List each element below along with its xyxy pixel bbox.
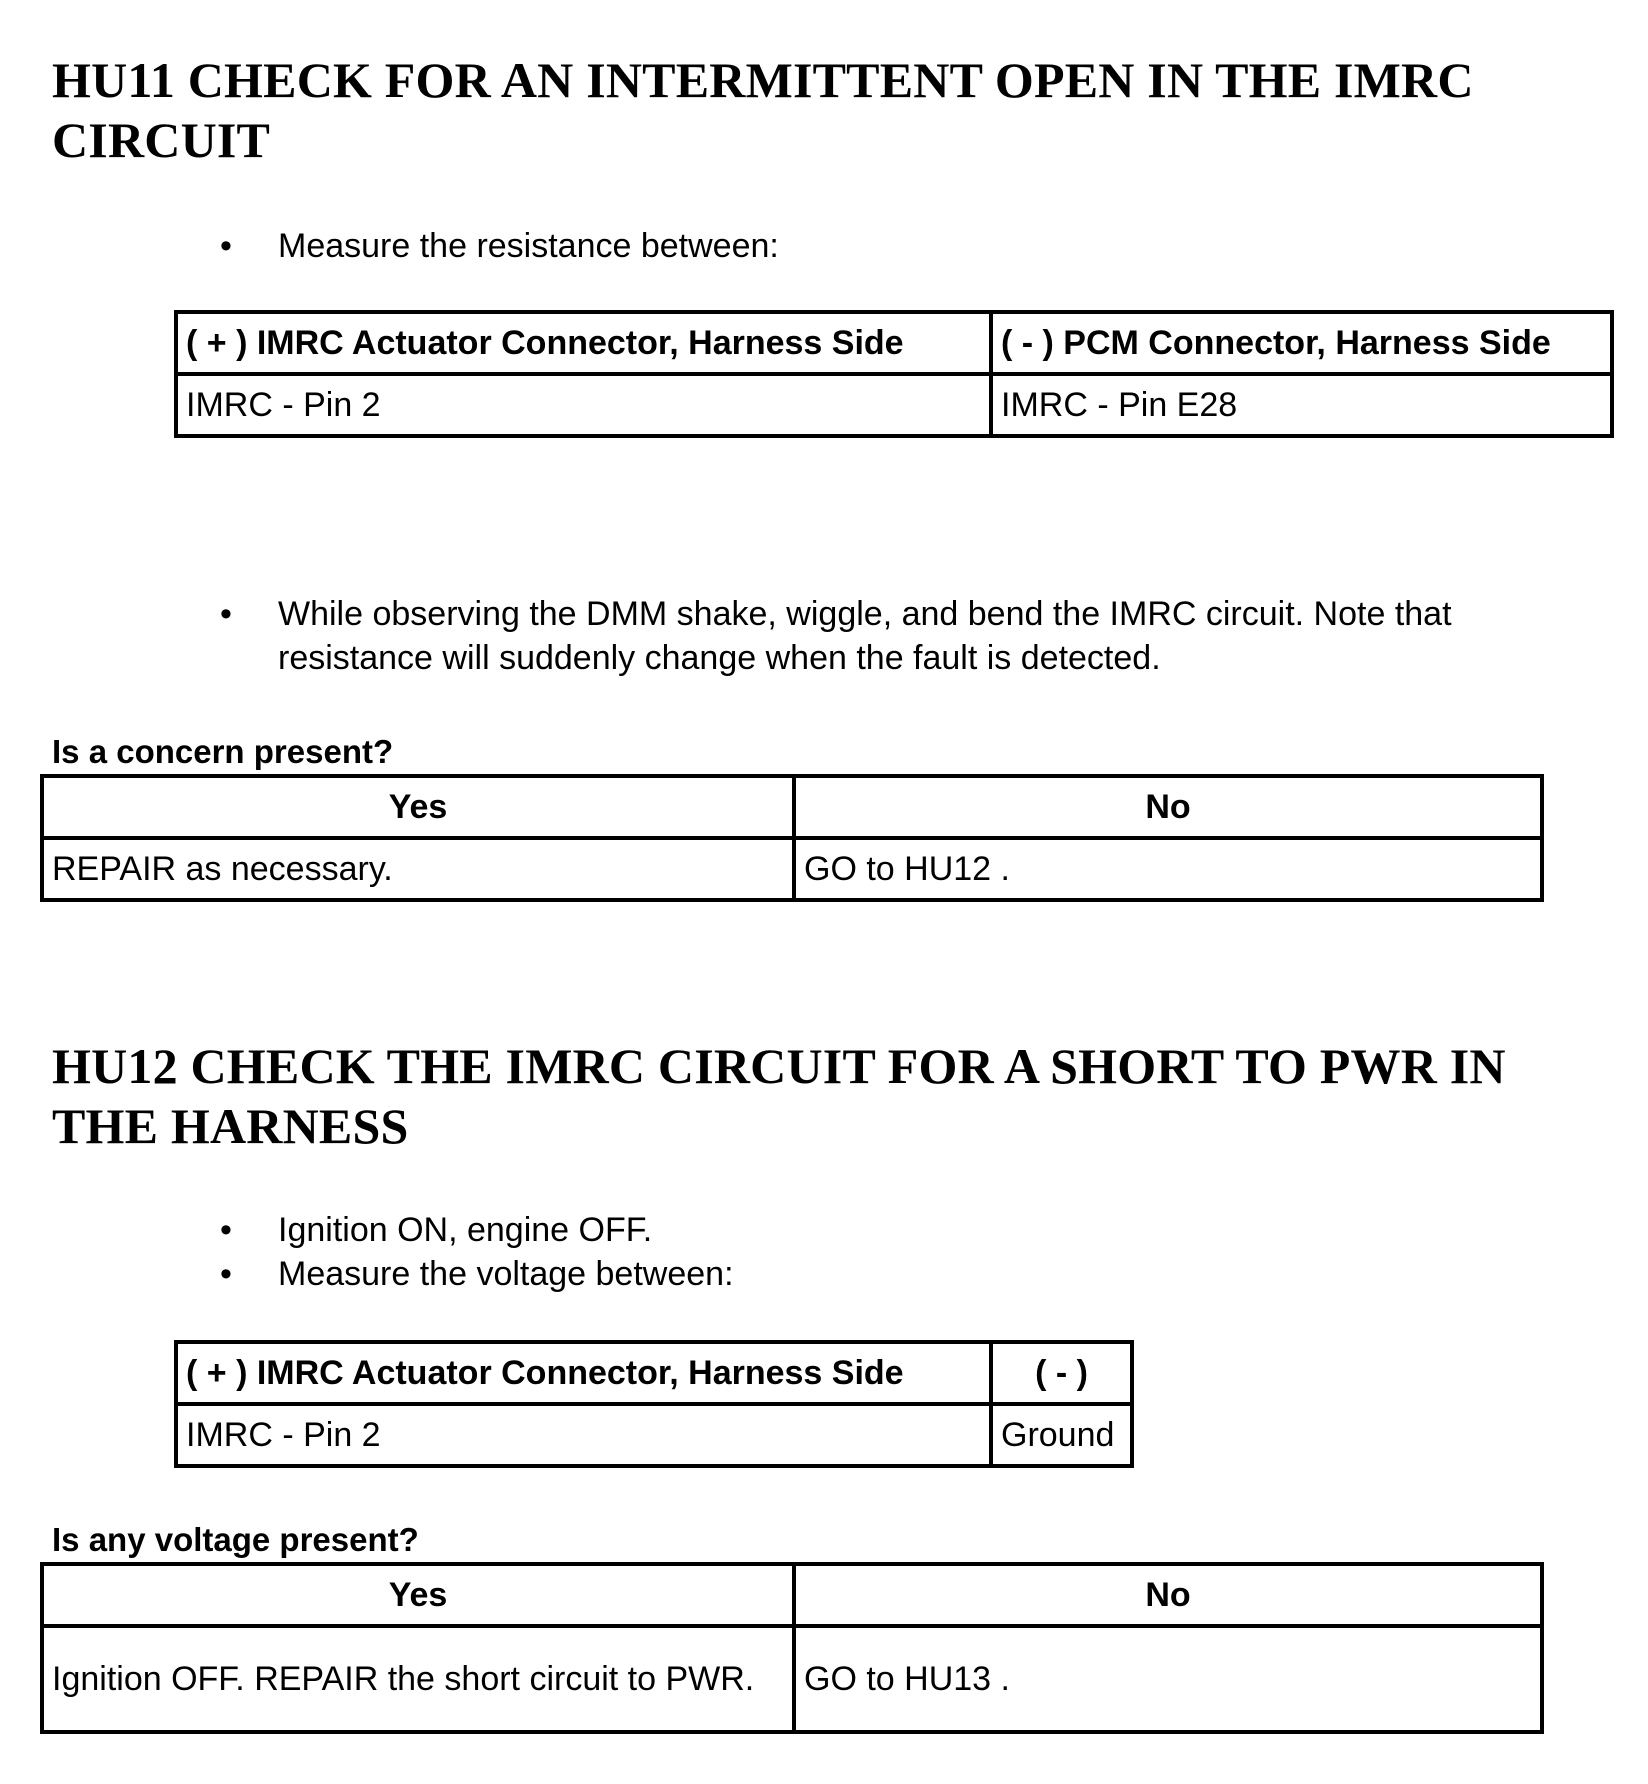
hu12-voltage-table (174, 1340, 1134, 1468)
hu11-step-text: While observing the DMM shake, wiggle, and bend the IMRC circuit. Note that resistance will suddenly change when the fault is detected. (278, 595, 1452, 677)
hu12-col-positive-header: ( + ) IMRC Actuator Connector, Harness Side (176, 1342, 991, 1404)
table-row (42, 838, 1542, 900)
table-row (176, 1404, 1132, 1466)
hu11-step-list-1 (206, 224, 1606, 268)
bullet-icon: • (220, 227, 232, 265)
hu11-positive-pin: IMRC - Pin 2 (176, 374, 991, 436)
table-row (176, 374, 1612, 436)
table-header-row (176, 1342, 1132, 1404)
hu11-yes-header: Yes (42, 776, 794, 838)
hu11-yes-action: REPAIR as necessary. (42, 838, 794, 900)
bullet-icon: • (220, 595, 232, 633)
hu12-yes-action: Ignition OFF. REPAIR the short circuit to PWR. (42, 1626, 794, 1732)
table-row (42, 1626, 1542, 1732)
hu12-step-text: Ignition ON, engine OFF. (278, 1211, 653, 1249)
table-header-row (176, 312, 1612, 374)
hu12-yes-header: Yes (42, 1564, 794, 1626)
hu12-result-table (40, 1562, 1544, 1734)
hu11-question: Is a concern present? (52, 733, 394, 770)
table-header-row (42, 776, 1542, 838)
hu11-step-text: Measure the resistance between: (278, 227, 779, 265)
table-header-row (42, 1564, 1542, 1626)
bullet-icon: • (220, 1255, 232, 1293)
hu12-positive-pin: IMRC - Pin 2 (176, 1404, 991, 1466)
hu12-step-measure-voltage (206, 1252, 1606, 1296)
hu12-negative-pin: Ground (991, 1404, 1132, 1466)
hu11-resistance-table (174, 310, 1614, 438)
bullet-icon: • (220, 1211, 232, 1249)
hu11-result-table (40, 774, 1544, 902)
hu12-col-negative-header: ( - ) (991, 1342, 1132, 1404)
hu11-col-positive-header: ( + ) IMRC Actuator Connector, Harness Side (176, 312, 991, 374)
hu11-no-action: GO to HU12 . (794, 838, 1542, 900)
hu11-negative-pin: IMRC - Pin E28 (991, 374, 1612, 436)
hu12-heading: HU12 CHECK THE IMRC CIRCUIT FOR A SHORT TO PWR IN THE HARNESS (52, 1038, 1506, 1154)
hu11-step-list-2 (206, 592, 1606, 680)
hu12-no-action: GO to HU13 . (794, 1626, 1542, 1732)
hu11-no-header: No (794, 776, 1542, 838)
hu11-step-measure-resistance (206, 224, 1606, 268)
hu12-step-list (206, 1208, 1606, 1296)
hu12-step-ignition (206, 1208, 1606, 1252)
hu12-step-text: Measure the voltage between: (278, 1255, 734, 1293)
hu11-heading: HU11 CHECK FOR AN INTERMITTENT OPEN IN THE IMRC CIRCUIT (52, 52, 1474, 168)
hu11-step-wiggle-test (206, 592, 1606, 680)
hu11-col-negative-header: ( - ) PCM Connector, Harness Side (991, 312, 1612, 374)
hu12-question: Is any voltage present? (52, 1521, 419, 1558)
hu12-no-header: No (794, 1564, 1542, 1626)
